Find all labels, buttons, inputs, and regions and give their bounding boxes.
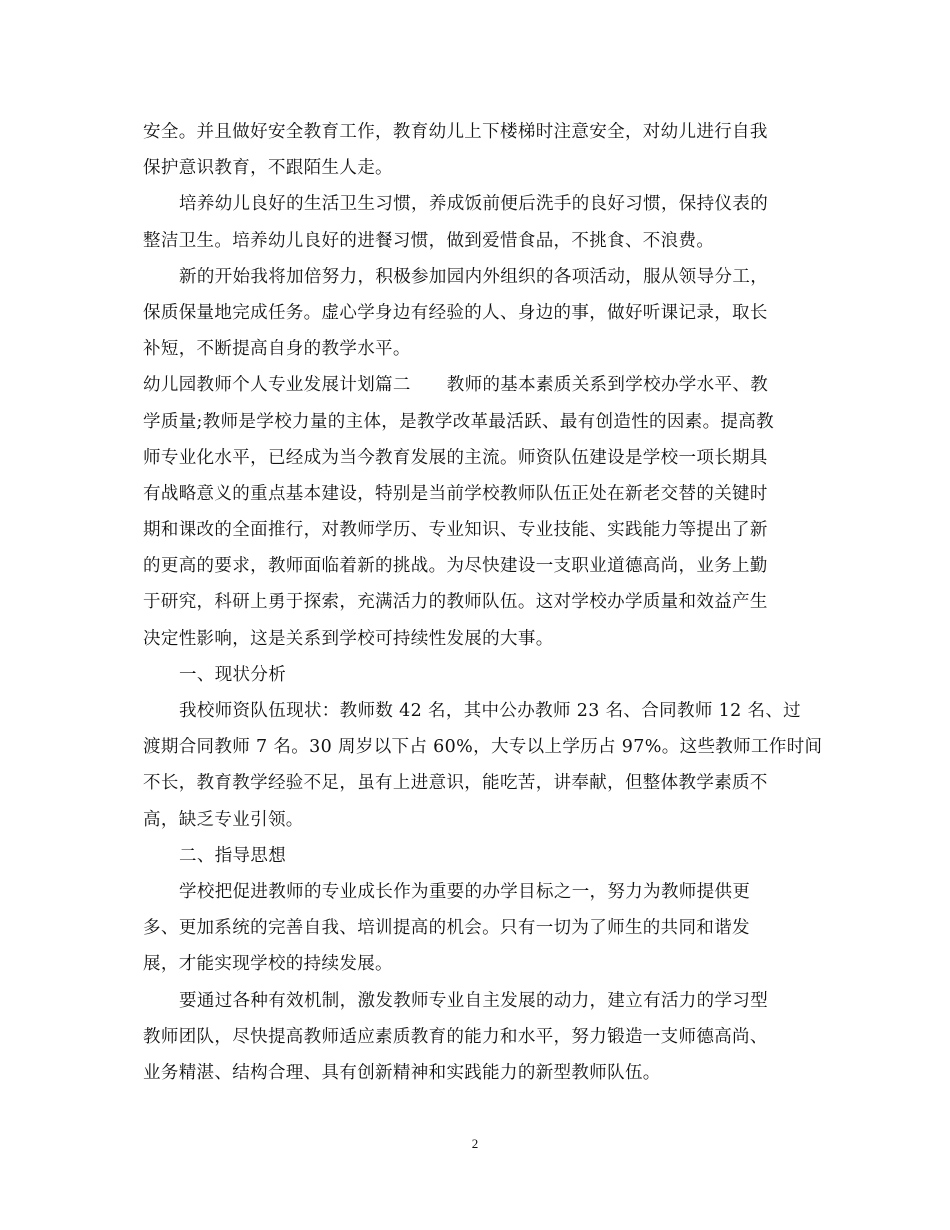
text-line: 有战略意义的重点基本建设，特别是当前学校教师队伍正处在新老交替的关键时 <box>143 483 768 504</box>
text-line: 保质保量地完成任务。虚心学身边有经验的人、身边的事，做好听课记录，取长 <box>143 302 768 323</box>
page-number: 2 <box>471 1136 479 1151</box>
subheading: 一、现状分析 <box>179 664 287 685</box>
text-line: 整洁卫生。培养幼儿良好的进餐习惯，做到爱惜食品，不挑食、不浪费。 <box>143 230 715 251</box>
text-line: 保护意识教育，不跟陌生人走。 <box>143 158 393 179</box>
section-heading-line <box>143 367 808 403</box>
subheading: 二、指导思想 <box>179 845 287 866</box>
text-line: 决定性影响，这是关系到学校可持续性发展的大事。 <box>143 628 554 649</box>
text-line: 我校师资队伍现状：教师数 42 名，其中公办教师 23 名、合同教师 12 名、过 <box>179 701 802 721</box>
section-lead: 教师的基本素质关系到学校办学水平、教 <box>446 375 769 396</box>
text-line: 师专业化水平，已经成为当今教育发展的主流。师资队伍建设是学校一项长期具 <box>143 447 768 468</box>
document-body <box>143 114 823 1091</box>
text-line: 高，缺乏专业引领。 <box>143 809 304 830</box>
section-heading: 幼儿园教师个人专业发展计划篇二 <box>143 375 411 396</box>
text-line: 渡期合同教师 7 名。30 周岁以下占 60%，大专以上学历占 97%。这些教师工作时间 <box>143 737 823 758</box>
text-line: 期和课改的全面推行，对教师学历、专业知识、专业技能、实践能力等提出了新 <box>143 520 768 541</box>
text-line: 于研究，科研上勇于探索，充满活力的教师队伍。这对学校办学质量和效益产生 <box>143 592 768 613</box>
text-line: 学校把促进教师的专业成长作为重要的办学目标之一，努力为教师提供更 <box>179 881 751 902</box>
text-line: 的更高的要求，教师面临着新的挑战。为尽快建设一支职业道德高尚，业务上勤 <box>143 556 768 577</box>
text-line: 新的开始我将加倍努力，积极参加园内外组织的各项活动，服从领导分工， <box>179 266 769 287</box>
text-line: 补短，不断提高自身的教学水平。 <box>143 339 411 360</box>
text-line: 要通过各种有效机制，激发教师专业自主发展的动力，建立有活力的学习型 <box>179 990 769 1011</box>
text-line: 多、更加系统的完善自我、培训提高的机会。只有一切为了师生的共同和谐发 <box>143 918 750 939</box>
text-line: 培养幼儿良好的生活卫生习惯，养成饭前便后洗手的良好习惯，保持仪表的 <box>179 194 769 215</box>
text-line: 教师团队，尽快提高教师适应素质教育的能力和水平，努力锻造一支师德高尚、 <box>143 1026 768 1047</box>
text-line: 展，才能实现学校的持续发展。 <box>143 954 393 975</box>
text-line: 业务精湛、结构合理、具有创新精神和实践能力的新型教师队伍。 <box>143 1062 661 1083</box>
text-line: 安全。并且做好安全教育工作，教育幼儿上下楼梯时注意安全，对幼儿进行自我 <box>143 122 768 142</box>
text-line: 学质量;教师是学校力量的主体，是教学改革最活跃、最有创造性的因素。提高教 <box>143 411 774 432</box>
text-line: 不长，教育教学经验不足，虽有上进意识，能吃苦，讲奉献，但整体教学素质不 <box>143 773 768 794</box>
